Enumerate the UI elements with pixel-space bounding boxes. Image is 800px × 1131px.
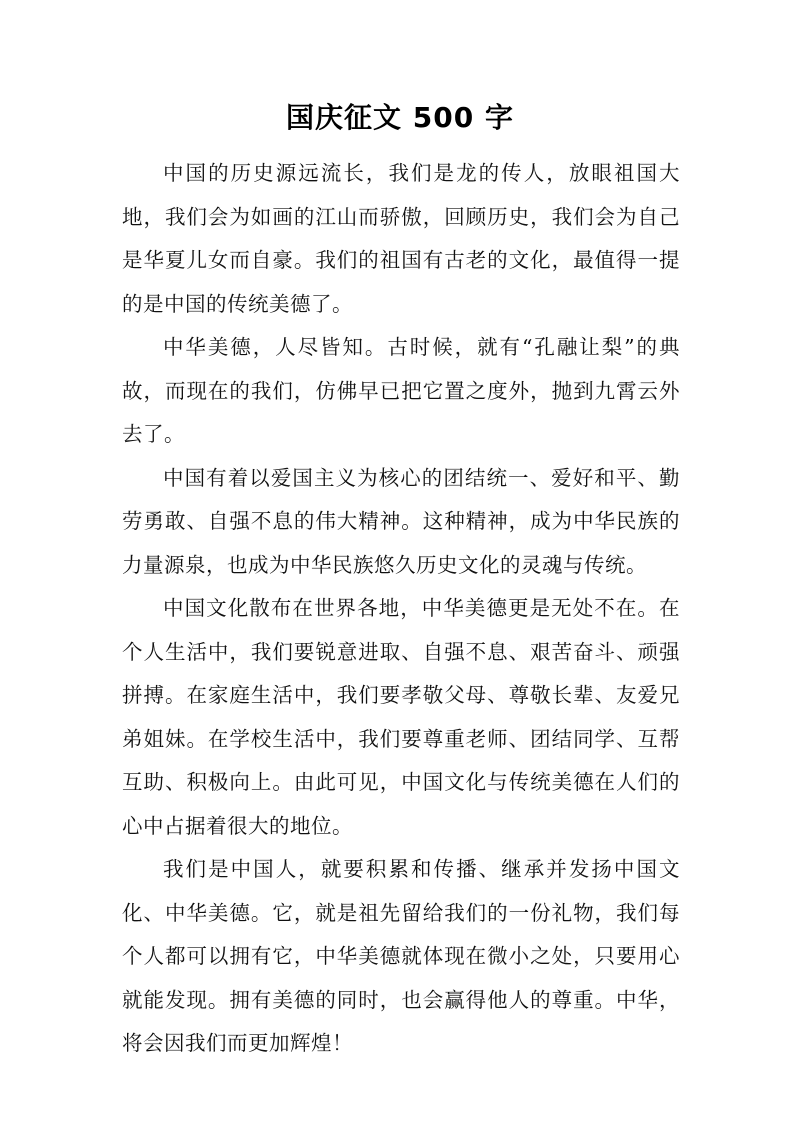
- document-body: [122, 152, 680, 1066]
- document-title: 国庆征文 500 字: [286, 101, 514, 134]
- paragraph-3: 中国有着以爱国主义为核心的团结统一、爱好和平、勤劳勇敢、自强不息的伟大精神。这种精神，成为中华民族的力量源泉，也成为中华民族悠久历史文化的灵魂与传统。: [122, 465, 680, 577]
- paragraph-2: 中华美德，人尽皆知。古时候，就有“孔融让梨”的典故，而现在的我们，仿佛早已把它置之度外，抛到九霄云外去了。: [122, 335, 680, 446]
- paragraph-5: 我们是中国人，就要积累和传播、继承并发扬中国文化、中华美德。它，就是祖先留给我们的一份礼物，我们每个人都可以拥有它，中华美德就体现在微小之处，只要用心就能发现。拥有美德的同时，也会赢得他人的尊重。中华，将会因我们而更加辉煌！: [122, 857, 680, 1055]
- paragraph-4: 中国文化散布在世界各地，中华美德更是无处不在。在个人生活中，我们要锐意进取、自强不息、艰苦奋斗、顽强拼搏。在家庭生活中，我们要孝敬父母、尊敬长辈、友爱兄弟姐妹。在学校生活中，我们要尊重老师、团结同学、互帮互助、积极向上。由此可见，中国文化与传统美德在人们的心中占据着很大的地位。: [122, 596, 680, 838]
- paragraph-1: 中国的历史源远流长，我们是龙的传人，放眼祖国大地，我们会为如画的江山而骄傲，回顾历史，我们会为自己是华夏儿女而自豪。我们的祖国有古老的文化，最值得一提的是中国的传统美德了。: [122, 161, 680, 316]
